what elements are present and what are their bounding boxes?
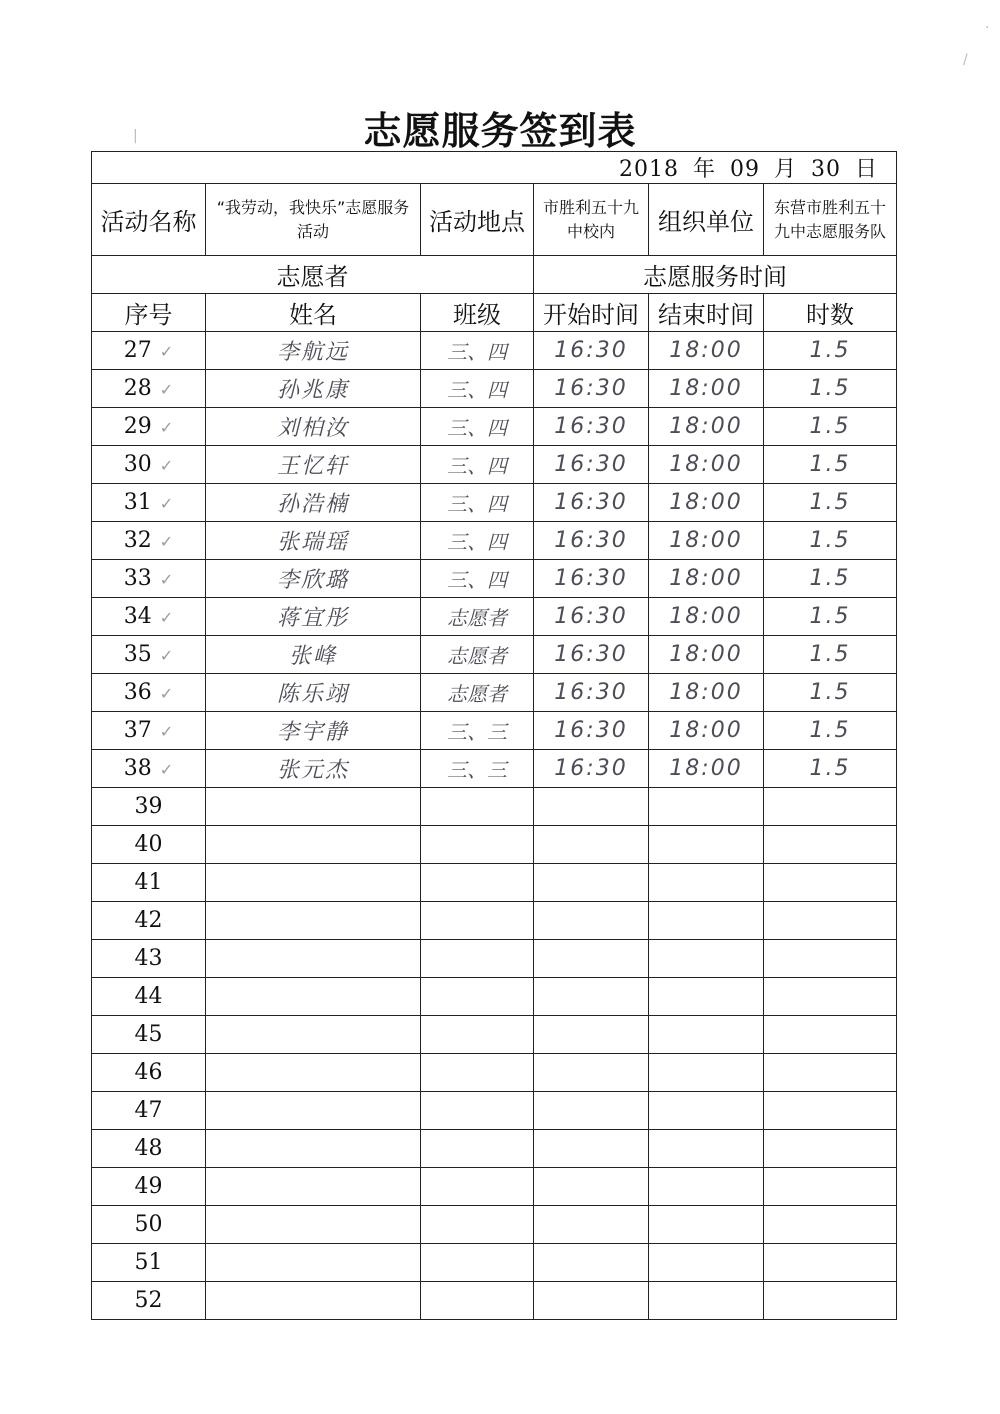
end-time-cell — [649, 1168, 764, 1206]
class-cell: 三、四 — [421, 560, 534, 598]
hours-cell: 1.5 — [764, 370, 897, 408]
seq-cell — [92, 788, 206, 826]
seq-number: 35 — [123, 642, 152, 667]
end-time-cell — [649, 940, 764, 978]
seq-cell — [92, 940, 206, 978]
location-value: 市胜利五十九中校内 — [534, 184, 649, 256]
start-time-cell — [534, 1168, 649, 1206]
check-mark-icon: ✓ — [159, 722, 174, 741]
seq-number: 47 — [134, 1098, 163, 1123]
start-time-cell: 16:30 — [534, 370, 649, 408]
class-header: 班级 — [421, 294, 534, 332]
table-row — [92, 902, 897, 940]
end-time-cell — [649, 1206, 764, 1244]
seq-number: 34 — [123, 604, 152, 629]
seq-cell — [92, 598, 206, 636]
hours-cell — [764, 1054, 897, 1092]
info-row — [92, 184, 897, 256]
class-cell — [421, 940, 534, 978]
table-row — [92, 712, 897, 750]
hours-cell — [764, 1206, 897, 1244]
class-cell — [421, 978, 534, 1016]
check-mark-icon: ✓ — [159, 456, 174, 475]
table-row — [92, 560, 897, 598]
start-time-cell — [534, 1054, 649, 1092]
end-time-cell: 18:00 — [649, 522, 764, 560]
name-cell: 张峰 — [206, 636, 421, 674]
name-cell: 张元杰 — [206, 750, 421, 788]
seq-number: 36 — [123, 680, 152, 705]
start-time-cell: 16:30 — [534, 598, 649, 636]
check-mark-icon: ✓ — [159, 760, 174, 779]
date-day: 30 — [811, 157, 841, 182]
start-header: 开始时间 — [534, 294, 649, 332]
seq-number: 39 — [134, 794, 163, 819]
organizer-label: 组织单位 — [649, 184, 764, 256]
hours-cell — [764, 864, 897, 902]
name-header: 姓名 — [206, 294, 421, 332]
hours-cell — [764, 788, 897, 826]
name-cell — [206, 1130, 421, 1168]
class-cell — [421, 1092, 534, 1130]
volunteer-group-header: 志愿者 — [92, 256, 534, 294]
seq-number: 43 — [134, 946, 163, 971]
name-cell — [206, 1168, 421, 1206]
end-time-cell: 18:00 — [649, 636, 764, 674]
seq-number: 44 — [134, 984, 163, 1009]
date-month: 09 — [729, 157, 760, 182]
class-cell: 志愿者 — [421, 598, 534, 636]
end-time-cell: 18:00 — [649, 674, 764, 712]
start-time-cell — [534, 1092, 649, 1130]
table-row — [92, 978, 897, 1016]
name-cell: 孙浩楠 — [206, 484, 421, 522]
start-time-cell — [534, 1016, 649, 1054]
table-row — [92, 522, 897, 560]
class-cell — [421, 788, 534, 826]
hours-cell: 1.5 — [764, 598, 897, 636]
name-cell — [206, 864, 421, 902]
end-time-cell — [649, 826, 764, 864]
table-row — [92, 1206, 897, 1244]
seq-cell — [92, 712, 206, 750]
hours-cell: 1.5 — [764, 560, 897, 598]
class-cell — [421, 1282, 534, 1320]
end-time-cell — [649, 1092, 764, 1130]
seq-cell — [92, 522, 206, 560]
seq-cell — [92, 864, 206, 902]
hours-cell — [764, 1130, 897, 1168]
seq-number: 40 — [134, 832, 163, 857]
date-year-unit: 年 — [692, 157, 716, 182]
class-cell: 三、四 — [421, 522, 534, 560]
class-cell: 三、三 — [421, 750, 534, 788]
table-row — [92, 826, 897, 864]
start-time-cell — [534, 788, 649, 826]
start-time-cell — [534, 826, 649, 864]
class-cell: 三、四 — [421, 446, 534, 484]
table-row — [92, 370, 897, 408]
seq-cell — [92, 1168, 206, 1206]
signin-table — [91, 151, 897, 1320]
table-row — [92, 1244, 897, 1282]
seq-cell — [92, 484, 206, 522]
class-cell — [421, 1054, 534, 1092]
seq-number: 37 — [123, 718, 152, 743]
hours-cell — [764, 1092, 897, 1130]
start-time-cell: 16:30 — [534, 446, 649, 484]
seq-number: 52 — [134, 1288, 163, 1313]
activity-name-value: “我劳动，我快乐”志愿服务活动 — [206, 184, 421, 256]
table-row — [92, 750, 897, 788]
seq-cell — [92, 408, 206, 446]
name-cell — [206, 940, 421, 978]
seq-number: 49 — [134, 1174, 163, 1199]
name-cell: 李宇静 — [206, 712, 421, 750]
seq-cell — [92, 446, 206, 484]
hours-header: 时数 — [764, 294, 897, 332]
class-cell — [421, 864, 534, 902]
start-time-cell: 16:30 — [534, 636, 649, 674]
seq-cell — [92, 560, 206, 598]
hours-cell — [764, 940, 897, 978]
seq-cell — [92, 1092, 206, 1130]
name-cell — [206, 1016, 421, 1054]
table-row — [92, 674, 897, 712]
end-time-cell: 18:00 — [649, 332, 764, 370]
start-time-cell: 16:30 — [534, 712, 649, 750]
scan-mark: · — [985, 20, 990, 36]
check-mark-icon: ✓ — [159, 532, 174, 551]
seq-cell — [92, 826, 206, 864]
end-time-cell: 18:00 — [649, 560, 764, 598]
check-mark-icon: ✓ — [159, 342, 174, 361]
hours-cell — [764, 1168, 897, 1206]
seq-number: 50 — [134, 1212, 163, 1237]
hours-cell: 1.5 — [764, 446, 897, 484]
end-time-cell — [649, 1282, 764, 1320]
name-cell: 陈乐翊 — [206, 674, 421, 712]
seq-number: 33 — [123, 566, 152, 591]
seq-number: 29 — [123, 414, 152, 439]
seq-number: 48 — [134, 1136, 163, 1161]
class-cell: 三、四 — [421, 408, 534, 446]
name-cell: 李欣璐 — [206, 560, 421, 598]
class-cell — [421, 1016, 534, 1054]
end-time-cell: 18:00 — [649, 408, 764, 446]
table-row — [92, 446, 897, 484]
name-cell — [206, 1054, 421, 1092]
end-time-cell: 18:00 — [649, 484, 764, 522]
name-cell — [206, 1282, 421, 1320]
seq-cell — [92, 1016, 206, 1054]
end-time-cell: 18:00 — [649, 446, 764, 484]
end-time-cell: 18:00 — [649, 370, 764, 408]
seq-number: 30 — [123, 452, 152, 477]
class-cell: 三、三 — [421, 712, 534, 750]
name-cell: 李航远 — [206, 332, 421, 370]
seq-cell — [92, 370, 206, 408]
name-cell: 王忆轩 — [206, 446, 421, 484]
name-cell — [206, 902, 421, 940]
name-cell — [206, 788, 421, 826]
name-cell — [206, 1244, 421, 1282]
seq-cell — [92, 1206, 206, 1244]
date-day-unit: 日 — [855, 157, 879, 182]
start-time-cell: 16:30 — [534, 408, 649, 446]
table-row — [92, 408, 897, 446]
name-cell: 蒋宜彤 — [206, 598, 421, 636]
class-cell: 三、四 — [421, 370, 534, 408]
end-header: 结束时间 — [649, 294, 764, 332]
column-header-row — [92, 294, 897, 332]
table-row — [92, 864, 897, 902]
name-cell — [206, 978, 421, 1016]
name-cell: 孙兆康 — [206, 370, 421, 408]
seq-number: 41 — [134, 870, 163, 895]
end-time-cell — [649, 864, 764, 902]
seq-number: 27 — [123, 338, 152, 363]
class-cell: 三、四 — [421, 332, 534, 370]
table-row — [92, 1168, 897, 1206]
class-cell — [421, 902, 534, 940]
seq-cell — [92, 1130, 206, 1168]
hours-cell — [764, 1016, 897, 1054]
location-label: 活动地点 — [421, 184, 534, 256]
hours-cell — [764, 978, 897, 1016]
hours-cell: 1.5 — [764, 408, 897, 446]
seq-number: 45 — [134, 1022, 163, 1047]
table-row — [92, 1130, 897, 1168]
seq-cell — [92, 674, 206, 712]
hours-cell — [764, 1282, 897, 1320]
hours-cell — [764, 1244, 897, 1282]
check-mark-icon: ✓ — [159, 418, 174, 437]
start-time-cell — [534, 978, 649, 1016]
check-mark-icon: ✓ — [159, 380, 174, 399]
table-row — [92, 332, 897, 370]
date-row — [92, 152, 897, 184]
hours-cell: 1.5 — [764, 484, 897, 522]
name-cell: 刘柏汝 — [206, 408, 421, 446]
hours-cell: 1.5 — [764, 712, 897, 750]
start-time-cell — [534, 1282, 649, 1320]
table-row — [92, 636, 897, 674]
seq-number: 46 — [134, 1060, 163, 1085]
hours-cell: 1.5 — [764, 750, 897, 788]
seq-number: 32 — [123, 528, 152, 553]
table-row — [92, 940, 897, 978]
end-time-cell — [649, 978, 764, 1016]
start-time-cell: 16:30 — [534, 522, 649, 560]
group-header-row — [92, 256, 897, 294]
table-row — [92, 788, 897, 826]
table-row — [92, 1092, 897, 1130]
hours-cell: 1.5 — [764, 636, 897, 674]
seq-cell — [92, 1054, 206, 1092]
hours-cell — [764, 902, 897, 940]
seq-cell — [92, 1244, 206, 1282]
start-time-cell — [534, 1244, 649, 1282]
class-cell — [421, 1206, 534, 1244]
seq-cell — [92, 902, 206, 940]
start-time-cell — [534, 1130, 649, 1168]
name-cell: 张瑞瑶 — [206, 522, 421, 560]
class-cell: 志愿者 — [421, 674, 534, 712]
check-mark-icon: ✓ — [159, 608, 174, 627]
end-time-cell: 18:00 — [649, 712, 764, 750]
seq-cell — [92, 1282, 206, 1320]
start-time-cell — [534, 902, 649, 940]
scan-mark: | — [133, 128, 138, 144]
seq-number: 51 — [134, 1250, 163, 1275]
end-time-cell — [649, 788, 764, 826]
end-time-cell — [649, 1016, 764, 1054]
end-time-cell — [649, 1054, 764, 1092]
hours-cell: 1.5 — [764, 332, 897, 370]
start-time-cell: 16:30 — [534, 484, 649, 522]
seq-number: 31 — [123, 490, 152, 515]
table-row — [92, 1282, 897, 1320]
start-time-cell — [534, 864, 649, 902]
end-time-cell — [649, 1244, 764, 1282]
start-time-cell — [534, 1206, 649, 1244]
check-mark-icon: ✓ — [159, 646, 174, 665]
class-cell — [421, 1244, 534, 1282]
class-cell: 志愿者 — [421, 636, 534, 674]
date-cell — [92, 152, 897, 184]
class-cell — [421, 826, 534, 864]
table-row — [92, 1016, 897, 1054]
table-row — [92, 598, 897, 636]
start-time-cell: 16:30 — [534, 560, 649, 598]
start-time-cell — [534, 940, 649, 978]
end-time-cell — [649, 902, 764, 940]
seq-cell — [92, 636, 206, 674]
hours-cell — [764, 826, 897, 864]
class-cell: 三、四 — [421, 484, 534, 522]
class-cell — [421, 1130, 534, 1168]
name-cell — [206, 826, 421, 864]
hours-cell: 1.5 — [764, 674, 897, 712]
check-mark-icon: ✓ — [159, 494, 174, 513]
activity-name-label: 活动名称 — [92, 184, 206, 256]
start-time-cell: 16:30 — [534, 332, 649, 370]
seq-cell — [92, 332, 206, 370]
end-time-cell: 18:00 — [649, 598, 764, 636]
date-month-unit: 月 — [773, 157, 797, 182]
name-cell — [206, 1092, 421, 1130]
date-year: 2018 — [618, 157, 679, 182]
seq-cell — [92, 750, 206, 788]
end-time-cell: 18:00 — [649, 750, 764, 788]
seq-number: 38 — [123, 756, 152, 781]
service-time-group-header: 志愿服务时间 — [534, 256, 897, 294]
table-row — [92, 484, 897, 522]
page-title: 志愿服务签到表 — [363, 109, 637, 153]
end-time-cell — [649, 1130, 764, 1168]
scan-mark: / — [963, 52, 968, 68]
table-row — [92, 1054, 897, 1092]
seq-number: 28 — [123, 376, 152, 401]
seq-cell — [92, 978, 206, 1016]
class-cell — [421, 1168, 534, 1206]
check-mark-icon: ✓ — [159, 570, 174, 589]
organizer-value: 东营市胜利五十九中志愿服务队 — [764, 184, 897, 256]
start-time-cell: 16:30 — [534, 674, 649, 712]
seq-number: 42 — [134, 908, 163, 933]
start-time-cell: 16:30 — [534, 750, 649, 788]
hours-cell: 1.5 — [764, 522, 897, 560]
seq-header: 序号 — [92, 294, 206, 332]
name-cell — [206, 1206, 421, 1244]
check-mark-icon: ✓ — [159, 684, 174, 703]
